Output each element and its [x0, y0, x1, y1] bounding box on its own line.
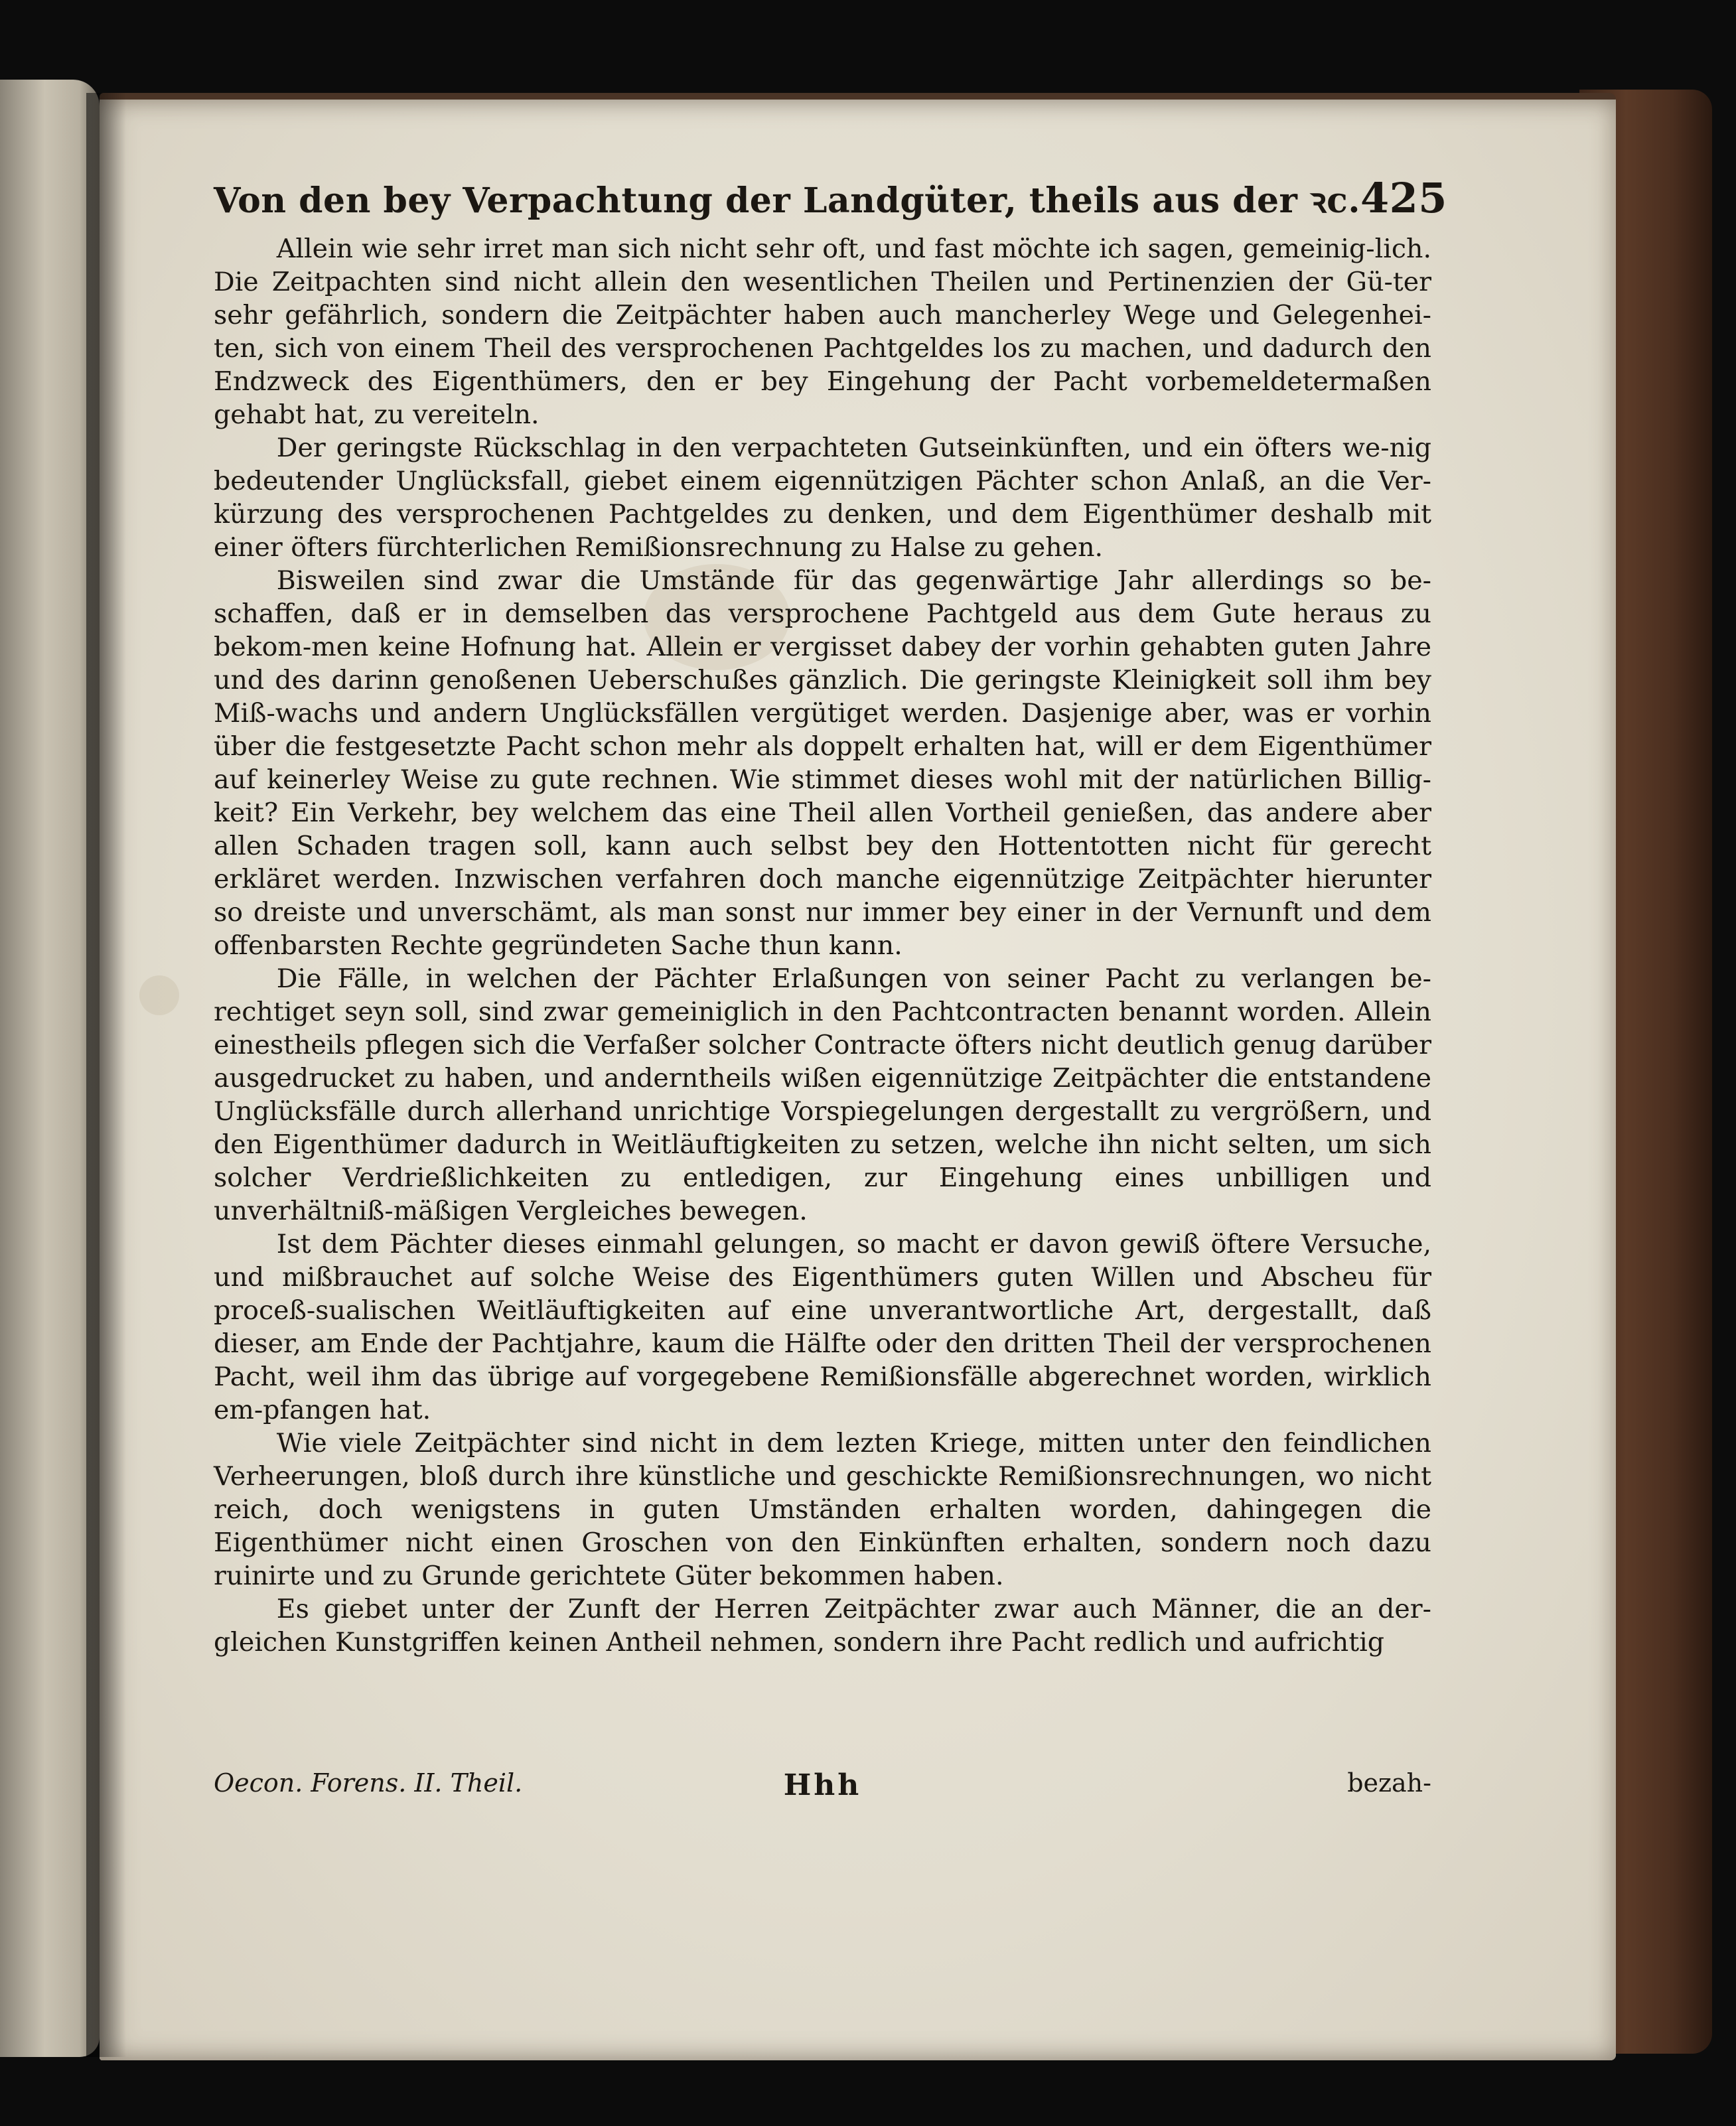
paragraph: Ist dem Pächter dieses einmahl gelungen, so macht er davon gewiß öftere Versuche, und mißbrauchet auf solche Weise des Eigenthümers guten Willen und Abscheu für proceß-sualischen Weitläuftigkeiten auf eine unverantwortliche Art, dergestallt, daß dieser, am Ende der Pachtjahre, kaum die Hälfte oder den dritten Theil der versprochenen Pacht, weil ihm das übrige auf vorgegebene Remißionsfälle abgerechnet worden, wirklich em-pfangen hat. [214, 1229, 1431, 1425]
running-title: Von den bey Verpachtung der Landgüter, theils aus der ꝛc. [214, 180, 1360, 221]
gutter-shadow [86, 93, 126, 2057]
paragraph: Allein wie sehr irret man sich nicht sehr oft, und fast möchte ich sagen, gemeinig-lich. Die Zeitpachten sind nicht allein den wesentlichen Theilen und Pertinenzien der Gü-ter sehr gefährlich, sondern die Zeitpächter haben auch mancherley Wege und Gelegenhei-ten, sich von einem Theil des versprochenen Pachtgeldes los zu machen, und dadurch den Endzweck des Eigenthümers, den er bey Eingehung der Pacht vorbemeldetermaßen gehabt hat, zu vereiteln. [214, 234, 1431, 430]
paper-stain [139, 975, 179, 1015]
signature-mark: Hhh [783, 1768, 862, 1802]
paragraph: Die Fälle, in welchen der Pächter Erlaßungen von seiner Pacht zu verlangen be-rechtiget seyn soll, sind zwar gemeiniglich in den Pachtcontracten benannt worden. Allein einestheils pflegen sich die Verfaßer solcher Contracte öfters nicht deutlich genug darüber ausgedrucket zu haben, und anderntheils wißen eigennützige Zeitpächter die entstandene Unglücksfälle durch allerhand unrichtige Vorspiegelungen dergestallt zu vergrößern, und den Eigenthümer dadurch in Weitläuftigkeiten zu setzen, welche ihn nicht selten, um sich solcher Verdrießlichkeiten zu entledigen, zur Eingehung eines unbilligen und unverhältniß-mäßigen Vergleiches bewegen. [214, 963, 1431, 1226]
page-header [214, 174, 1447, 223]
paragraph: Wie viele Zeitpächter sind nicht in dem lezten Kriege, mitten unter den feindlichen Verheerungen, bloß durch ihre künstliche und geschickte Remißionsrechnungen, wo nicht reich, doch wenigstens in guten Umständen erhalten worden, dahingegen die Eigenthümer nicht einen Groschen von den Einkünften erhalten, sondern noch dazu ruinirte und zu Grunde gerichtete Güter bekommen haben. [214, 1428, 1431, 1591]
signature-title: Oecon. Forens. II. Theil. [214, 1768, 523, 1798]
paragraph: Bisweilen sind zwar die Umstände für das gegenwärtige Jahr allerdings so be-schaffen, daß er in demselben das versprochene Pachtgeld aus dem Gute heraus zu bekom-men keine Hofnung hat. Allein er vergisset dabey der vorhin gehabten guten Jahre und des darinn genoßenen Ueberschußes gänzlich. Die geringste Kleinigkeit soll ihm bey Miß-wachs und andern Unglücksfällen vergütiget werden. Dasjenige aber, was er vorhin über die festgesetzte Pacht schon mehr als doppelt erhalten hat, will er dem Eigenthümer auf keinerley Weise zu gute rechnen. Wie stimmet dieses wohl mit der natürlichen Billig-keit? Ein Verkehr, bey welchem das eine Theil allen Vortheil genießen, das andere aber allen Schaden tragen soll, kann auch selbst bey den Hottentotten nicht für gerecht erkläret werden. Inzwischen verfahren doch manche eigennützige Zeitpächter hierunter so dreiste und unverschämt, als man sonst nur immer bey einer in der Vernunft und dem offenbarsten Rechte gegründeten Sache thun kann. [214, 565, 1431, 961]
page-text [214, 174, 1447, 1659]
page-footer [214, 1768, 1431, 1802]
paragraph: Es giebet unter der Zunft der Herren Zeitpächter zwar auch Männer, die an der-gleichen Kunstgriffen keinen Antheil nehmen, sondern ihre Pacht redlich und aufrichtig [214, 1594, 1431, 1658]
page-number: 425 [1360, 174, 1447, 222]
previous-page-edge [0, 80, 100, 2057]
paragraph: Der geringste Rückschlag in den verpachteten Gutseinkünften, und ein öfters we-nig bedeutender Unglücksfall, giebet einem eigennützigen Pächter schon Anlaß, an die Ver-kürzung des versprochenen Pachtgeldes zu denken, und dem Eigenthümer deshalb mit einer öfters fürchterlichen Remißionsrechnung zu Halse zu gehen. [214, 433, 1431, 563]
catchword: bezah- [1347, 1768, 1431, 1798]
